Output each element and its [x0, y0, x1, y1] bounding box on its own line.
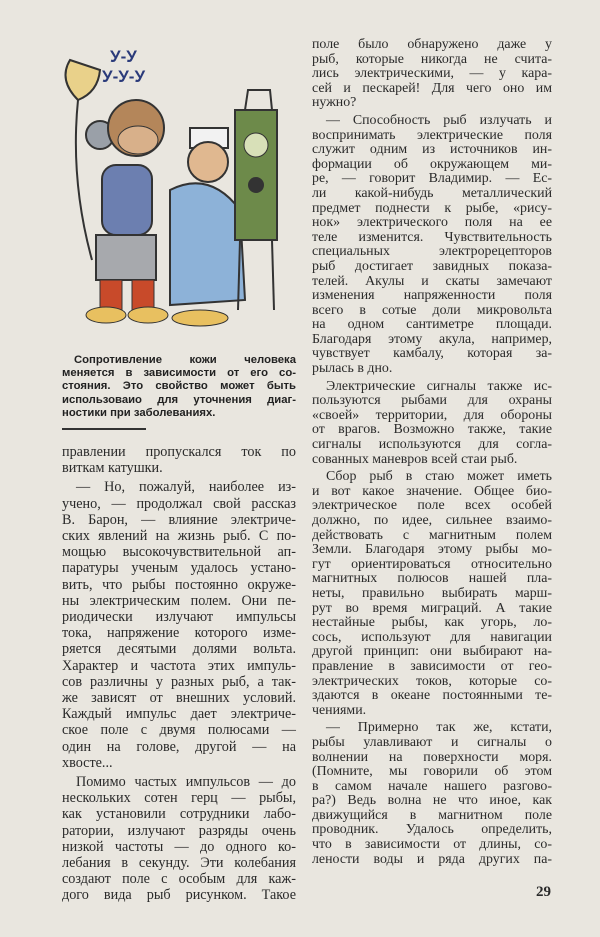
paragraph: [312, 38, 552, 111]
text-line: один на голове, другой — на: [62, 738, 296, 755]
paragraph: [312, 721, 552, 867]
text-line: электрическое поле всех особей: [312, 498, 552, 514]
text-line: Электрические сигналы также ис-: [326, 378, 552, 394]
text-line: же зависят от внешних условий.: [62, 690, 296, 707]
text-line: здаются в океане постоянными те-: [312, 688, 552, 704]
text-line: правление в зависимости от гео-: [312, 658, 552, 674]
text-line: создают поле с особым для каж-: [62, 871, 296, 888]
doctor: [170, 128, 245, 326]
caption-line: меняется в зависимости от его со-: [62, 367, 296, 380]
text-line: как установили сотрудники лабо-: [62, 806, 296, 823]
text-line: движущийся в магнитном поле: [312, 807, 552, 823]
left-column: [62, 444, 296, 907]
text-line: учено, — продолжал свой рассказ: [62, 495, 296, 512]
text-line: — Способность рыб излучать и: [326, 112, 552, 128]
caption-line: Сопротивление кожи человека: [74, 354, 296, 366]
text-line: сигналы используются для согла-: [312, 437, 552, 453]
text-line: — Но, пожалуй, наиболее из-: [76, 479, 296, 496]
text-line: нестайные рыбы, как угорь, ло-: [312, 615, 552, 631]
text-line: формации об окружающем ми-: [312, 156, 552, 172]
paragraph: [312, 470, 552, 718]
text-line: рыб достигает завидных показа-: [312, 258, 552, 274]
text-line: от врагов. Возможно также, такие: [312, 422, 552, 438]
text-line: сованных маневров всей стаи рыб.: [312, 451, 518, 467]
text-line: предмет поднести к рыбе, «рису-: [312, 200, 552, 216]
text-line: нок» электрического поля на ее: [312, 215, 552, 231]
text-line: другой принцип: они выбирают на-: [312, 644, 552, 660]
text-line: магнитных полюсов нашей пла-: [312, 571, 552, 587]
text-line: служит одним из источников ин-: [312, 142, 552, 158]
text-line: нужно?: [312, 95, 357, 111]
text-line: и вот какое значение. Общее био-: [312, 483, 552, 499]
cartoon-svg: [40, 20, 300, 350]
lamp-icon: [66, 60, 101, 260]
cartoon-illustration: [40, 20, 300, 350]
text-line: ское поле с двумя полюсами —: [62, 722, 296, 739]
text-line: ре, — говорит Владимир. — Ес-: [312, 171, 552, 187]
divider: [62, 428, 146, 430]
text-line: действовать с магнитным полем: [312, 527, 552, 543]
caption-line: стояния. Это свойство может быть: [62, 380, 296, 393]
text-line: лености воды и ряда других па-: [312, 851, 552, 867]
text-line: ских явлений на жизнь рыб. С по-: [62, 528, 296, 545]
monkey-patient: [86, 100, 168, 323]
text-line: сов различны у разных рыб, а так-: [62, 673, 296, 690]
text-line: специальных электрорецепторов: [312, 244, 552, 260]
text-line: ра?) Ведь волна не что иное, как: [312, 793, 552, 809]
text-line: ратории, излучают разряды очень: [62, 822, 296, 839]
caption-line: использоваио для уточнения диаг-: [62, 393, 296, 406]
text-line: Благодаря этому акула, например,: [312, 331, 552, 347]
text-line: электрических токов, которые со-: [312, 673, 552, 689]
text-line: изменения напряженности поля: [312, 288, 552, 304]
text-line: лебания в секунду. Эти колебания: [62, 855, 296, 872]
text-line: рут во время миграций. А такие: [312, 600, 552, 616]
text-line: дого вида рыб рисунком. Такое: [62, 887, 296, 904]
text-line: лись электрическими, — у кара-: [312, 66, 552, 82]
text-line: тока, напряжение которого изме-: [62, 625, 296, 642]
paragraph: [312, 380, 552, 468]
text-line: Характер и частота этих импуль-: [62, 657, 296, 674]
text-line: низкой частоты — до одного ко-: [62, 838, 296, 855]
text-line: пользуются рыбами для охраны: [312, 393, 552, 409]
text-line: воспринимать электрические поля: [312, 127, 552, 143]
text-line: Земли. Благодаря этому рыбы мо-: [312, 542, 552, 558]
text-line: рыб, которые никогда не счита-: [312, 51, 552, 67]
text-line: «своей» территории, для обороны: [312, 407, 552, 423]
speech-line-1: У-У: [110, 47, 137, 66]
text-line: сей и пескарей! Для чего оно им: [312, 80, 552, 96]
text-line: хвосте...: [62, 754, 113, 771]
text-line: проводник. Удалось определить,: [312, 822, 552, 838]
right-column: [312, 38, 552, 870]
text-line: теле изменится. Чувствительность: [312, 229, 552, 245]
text-line: должно, по идее, сильнее взаимо-: [312, 513, 552, 528]
text-line: неты, правильно выбирать марш-: [312, 585, 552, 601]
text-line: ли какой-нибудь металлический: [312, 185, 552, 201]
text-line: — Примерно так же, кстати,: [326, 720, 552, 736]
paragraph: [62, 774, 296, 904]
text-line: на одном сантиметре площади.: [312, 317, 552, 333]
text-line: ны электрическим полем. Они пе-: [62, 592, 296, 609]
illustration-caption: [62, 354, 296, 420]
text-line: (Помните, мы говорили об этом: [312, 764, 552, 780]
text-line: В. Барон, — влияние электриче-: [62, 511, 296, 528]
text-line: рыбы улавливают и сигналы о: [312, 734, 552, 750]
paragraph: [62, 444, 296, 476]
text-line: чениями.: [312, 702, 367, 718]
paragraph: [312, 114, 552, 377]
text-line: паратуры ученым удалось устано-: [62, 560, 296, 577]
text-line: рылась в дно.: [312, 361, 393, 377]
text-line: вить, что рыбы постоянно окруже-: [62, 576, 296, 593]
speech-line-2: У-У-У: [102, 67, 146, 86]
text-line: риодически излучают импульсы: [62, 609, 296, 626]
text-line: Сбор рыб в стаю может иметь: [326, 469, 552, 485]
text-line: волнении на поверхности моря.: [312, 749, 552, 765]
text-line: нескольких сотен герц — рыбы,: [62, 790, 296, 807]
text-line: мощью высокочувствительной ап-: [62, 544, 296, 561]
paragraph: [62, 479, 296, 771]
text-line: сось, используют для навигации: [312, 629, 552, 645]
text-line: что в зависимости от длины, со-: [312, 837, 552, 853]
caption-line: ностики при заболеваниях.: [62, 406, 216, 419]
text-line: всего в сотые доли микровольта: [312, 302, 552, 318]
text-line: Помимо частых импульсов — до: [76, 774, 296, 791]
text-line: телей. Акулы и скаты замечают: [312, 273, 552, 289]
text-line: ряется десятыми долями вольта.: [62, 641, 296, 658]
page-number: 29: [536, 884, 551, 900]
text-line: чувствует камбалу, которая за-: [312, 346, 552, 362]
text-line: правлении пропускался ток по: [62, 444, 296, 460]
text-line: в самом начале нашего разгово-: [312, 778, 552, 794]
text-line: Каждый импульс дает электриче-: [62, 706, 296, 723]
text-line: гут ориентироваться относительно: [312, 556, 552, 572]
text-line: поле было обнаружено даже у: [312, 37, 552, 52]
text-line: виткам катушки.: [62, 460, 163, 477]
